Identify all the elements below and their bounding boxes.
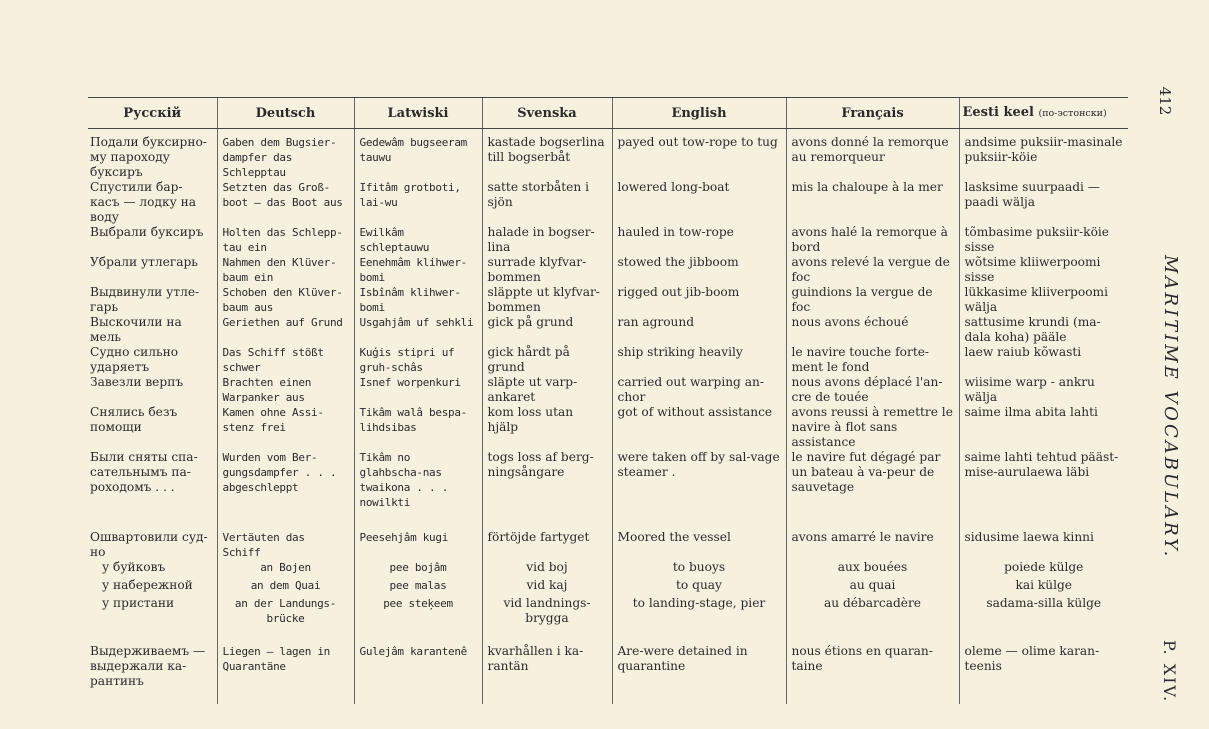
table-row [88, 225, 1128, 255]
header-row [88, 98, 1128, 129]
cell-ru: Снялись безъ помощи [90, 405, 178, 434]
cell-et: saime ilma abita lahti [959, 405, 1128, 450]
cell-en: payed out tow-rope to tug [612, 135, 786, 180]
cell-lv: Eenehmâm klihwer-bomi [354, 255, 482, 285]
col-estonian-label: Eesti keel [962, 105, 1034, 120]
plate-label: P. XIV. [1160, 640, 1179, 704]
cell-lv: Isnef worpenkuri [354, 375, 482, 405]
cell-ru: Спустили бар-касъ — лодку на воду [90, 180, 197, 224]
cell-ru: Выдвинули утле-гарь [90, 285, 200, 314]
cell-et: lükkasime kliiverpoomi wälja [959, 285, 1128, 315]
cell-fr: le navire fut dégagé par un bateau à va-peur de sauvetage [786, 450, 959, 510]
table-row [88, 405, 1128, 450]
cell-de: an der Landungs-brücke [217, 596, 354, 630]
cell-sv: surrade klyfvar-bommen [482, 255, 612, 285]
cell-ru: у набережной [102, 578, 193, 592]
col-latvian: Latwiski [354, 98, 482, 129]
cell-en: ship striking heavily [612, 345, 786, 375]
cell-en: Are-were detained in quarantine [612, 644, 786, 704]
table-row [88, 596, 1128, 630]
cell-de: Kamen ohne Assi-stenz frei [217, 405, 354, 450]
cell-ru: у буйковъ [102, 560, 166, 574]
cell-de: an dem Quai [217, 578, 354, 596]
cell-lv: Peesehjâm kugi [354, 530, 482, 560]
col-russian: Русскiй [88, 98, 217, 129]
spacer-cell [88, 630, 217, 644]
cell-en: ran aground [612, 315, 786, 345]
col-german: Deutsch [217, 98, 354, 129]
table-row [88, 285, 1128, 315]
cell-et: andsime puksiir-masinale puksiir-köie [959, 135, 1128, 180]
page-number: 412 [1156, 86, 1174, 116]
spacer-cell [354, 510, 482, 530]
spacer-cell [482, 630, 612, 644]
cell-fr: avons halé la remorque à bord [786, 225, 959, 255]
cell-en: were taken off by sal-vage steamer . [612, 450, 786, 510]
vocabulary-body [88, 129, 1128, 705]
cell-sv: togs loss af berg-ningsångare [482, 450, 612, 510]
cell-de: Liegen — lagen in Quarantäne [217, 644, 354, 704]
cell-en: rigged out jib-boom [612, 285, 786, 315]
cell-de: Wurden vom Ber-gungsdampfer . . . abgeschleppt [217, 450, 354, 510]
cell-lv: Tikâm walâ bespa-lihdsibas [354, 405, 482, 450]
cell-de: Holten das Schlepp-tau ein [217, 225, 354, 255]
cell-sv: vid boj [482, 560, 612, 578]
cell-en: to landing-stage, pier [612, 596, 786, 630]
cell-et: wiisime warp - ankru wälja [959, 375, 1128, 405]
spacer-cell [786, 510, 959, 530]
col-estonian-note: (по-эстонски) [1038, 108, 1107, 119]
cell-sv: kastade bogserlina till bogserbåt [482, 135, 612, 180]
cell-en: stowed the jibboom [612, 255, 786, 285]
cell-fr: aux bouées [786, 560, 959, 578]
row-spacer [88, 510, 1128, 530]
cell-sv: släpte ut varp-ankaret [482, 375, 612, 405]
col-english: English [612, 98, 786, 129]
cell-lv: Kuģis stipri uf gruh-schâs [354, 345, 482, 375]
cell-et: sadama-silla külge [959, 596, 1128, 630]
col-estonian [959, 98, 1128, 129]
cell-sv: vid landnings-brygga [482, 596, 612, 630]
table-row [88, 530, 1128, 560]
running-title: MARITIME VOCABULARY. [1160, 255, 1181, 560]
cell-sv: gick hårdt på grund [482, 345, 612, 375]
cell-fr: guindions la vergue de foc [786, 285, 959, 315]
cell-fr: avons reussi à remettre le navire à flot sans assistance [786, 405, 959, 450]
cell-de: Brachten einen Warpanker aus [217, 375, 354, 405]
cell-fr: nous avons échoué [786, 315, 959, 345]
spacer-cell [959, 630, 1128, 644]
spacer-cell [482, 510, 612, 530]
table-row [88, 255, 1128, 285]
cell-lv: Ifitâm grotboti, lai-wu [354, 180, 482, 225]
cell-et: tõmbasime puksiir-köie sisse [959, 225, 1128, 255]
cell-ru: Подали буксирно-му пароходу буксиръ [90, 135, 207, 179]
cell-fr: avons relevé la vergue de foc [786, 255, 959, 285]
cell-de: Das Schiff stößt schwer [217, 345, 354, 375]
cell-et: poiede külge [959, 560, 1128, 578]
spacer-cell [786, 630, 959, 644]
cell-fr: nous avons déplacé l'an-cre de touée [786, 375, 959, 405]
cell-ru: Завезли верпъ [90, 375, 184, 389]
table-row [88, 375, 1128, 405]
cell-fr: mis la chaloupe à la mer [786, 180, 959, 225]
cell-de: Gaben dem Bugsier-dampfer das Schlepptau [217, 135, 354, 180]
cell-sv: förtöjde fartyget [482, 530, 612, 560]
cell-lv: pee steķeem [354, 596, 482, 630]
cell-ru: у пристани [102, 596, 175, 610]
col-swedish: Svenska [482, 98, 612, 129]
cell-lv: Gedewâm bugseeram tauwu [354, 135, 482, 180]
cell-lv: Gulejâm karantenê [354, 644, 482, 704]
cell-de: an Bojen [217, 560, 354, 578]
table-row [88, 135, 1128, 180]
cell-et: sattusime krundi (ma-dala koha) pääle [959, 315, 1128, 345]
cell-et: sidusime laewa kinni [959, 530, 1128, 560]
table-row [88, 450, 1128, 510]
cell-sv: halade in bogser-lina [482, 225, 612, 255]
spacer-cell [217, 630, 354, 644]
cell-de: Nahmen den Klüver-baum ein [217, 255, 354, 285]
table-row [88, 345, 1128, 375]
cell-sv: kom loss utan hjälp [482, 405, 612, 450]
spacer-cell [354, 630, 482, 644]
spacer-cell [612, 630, 786, 644]
cell-de: Geriethen auf Grund [217, 315, 354, 345]
cell-et: lasksime suurpaadi — paadi wälja [959, 180, 1128, 225]
spacer-cell [88, 510, 217, 530]
cell-sv: satte storbåten i sjön [482, 180, 612, 225]
cell-ru: Ошвартовили суд-но [90, 530, 208, 559]
cell-et: laew raiub kõwasti [959, 345, 1128, 375]
cell-lv: pee malas [354, 578, 482, 596]
cell-ru: Убрали утлегарь [90, 255, 198, 269]
cell-et: kai külge [959, 578, 1128, 596]
cell-et: oleme — olime karan-teenis [959, 644, 1128, 704]
cell-fr: au quai [786, 578, 959, 596]
cell-lv: Usgahjâm uf sehkli [354, 315, 482, 345]
table-row [88, 180, 1128, 225]
cell-en: hauled in tow-rope [612, 225, 786, 255]
table-row [88, 578, 1128, 596]
cell-en: to quay [612, 578, 786, 596]
cell-ru: Выдерживаемъ — выдержали ка-рантинъ [90, 644, 206, 688]
cell-de: Schoben den Klüver-baum aus [217, 285, 354, 315]
cell-en: lowered long-boat [612, 180, 786, 225]
cell-fr: avons donné la remorque au remorqueur [786, 135, 959, 180]
row-spacer [88, 630, 1128, 644]
cell-ru: Выбрали буксиръ [90, 225, 204, 239]
cell-lv: Ewilkâm schleptauwu [354, 225, 482, 255]
table-row [88, 315, 1128, 345]
cell-sv: kvarhållen i ka-rantän [482, 644, 612, 704]
cell-ru: Были сняты спа-сательнымъ па-роходомъ . . . [90, 450, 198, 494]
cell-lv: Isbînâm klihwer-bomi [354, 285, 482, 315]
cell-sv: släppte ut klyfvar-bommen [482, 285, 612, 315]
cell-et: wõtsime kliiwerpoomi sisse [959, 255, 1128, 285]
cell-sv: gick på grund [482, 315, 612, 345]
cell-de: Setzten das Groß-boot — das Boot aus [217, 180, 354, 225]
spacer-cell [217, 510, 354, 530]
table-row [88, 644, 1128, 704]
table-row [88, 560, 1128, 578]
cell-ru: Выскочили на мель [90, 315, 182, 344]
cell-fr: au débarcadère [786, 596, 959, 630]
cell-en: got of without assistance [612, 405, 786, 450]
cell-de: Vertäuten das Schiff [217, 530, 354, 560]
cell-lv: Tikâm no glahbscha-nas twaikona . . . nowilkti [354, 450, 482, 510]
cell-en: carried out warping an-chor [612, 375, 786, 405]
cell-fr: nous étions en quaran-taine [786, 644, 959, 704]
col-french: Français [786, 98, 959, 129]
cell-en: Moored the vessel [612, 530, 786, 560]
spacer-cell [959, 510, 1128, 530]
cell-et: saime lahti tehtud päästmise-aurulaewa läbi [959, 450, 1128, 510]
cell-sv: vid kaj [482, 578, 612, 596]
spacer-cell [612, 510, 786, 530]
cell-fr: le navire touche forte-ment le fond [786, 345, 959, 375]
cell-en: to buoys [612, 560, 786, 578]
vocabulary-table [88, 97, 1128, 704]
cell-fr: avons amarré le navire [786, 530, 959, 560]
cell-ru: Судно сильно ударяетъ [90, 345, 179, 374]
cell-lv: pee bojâm [354, 560, 482, 578]
